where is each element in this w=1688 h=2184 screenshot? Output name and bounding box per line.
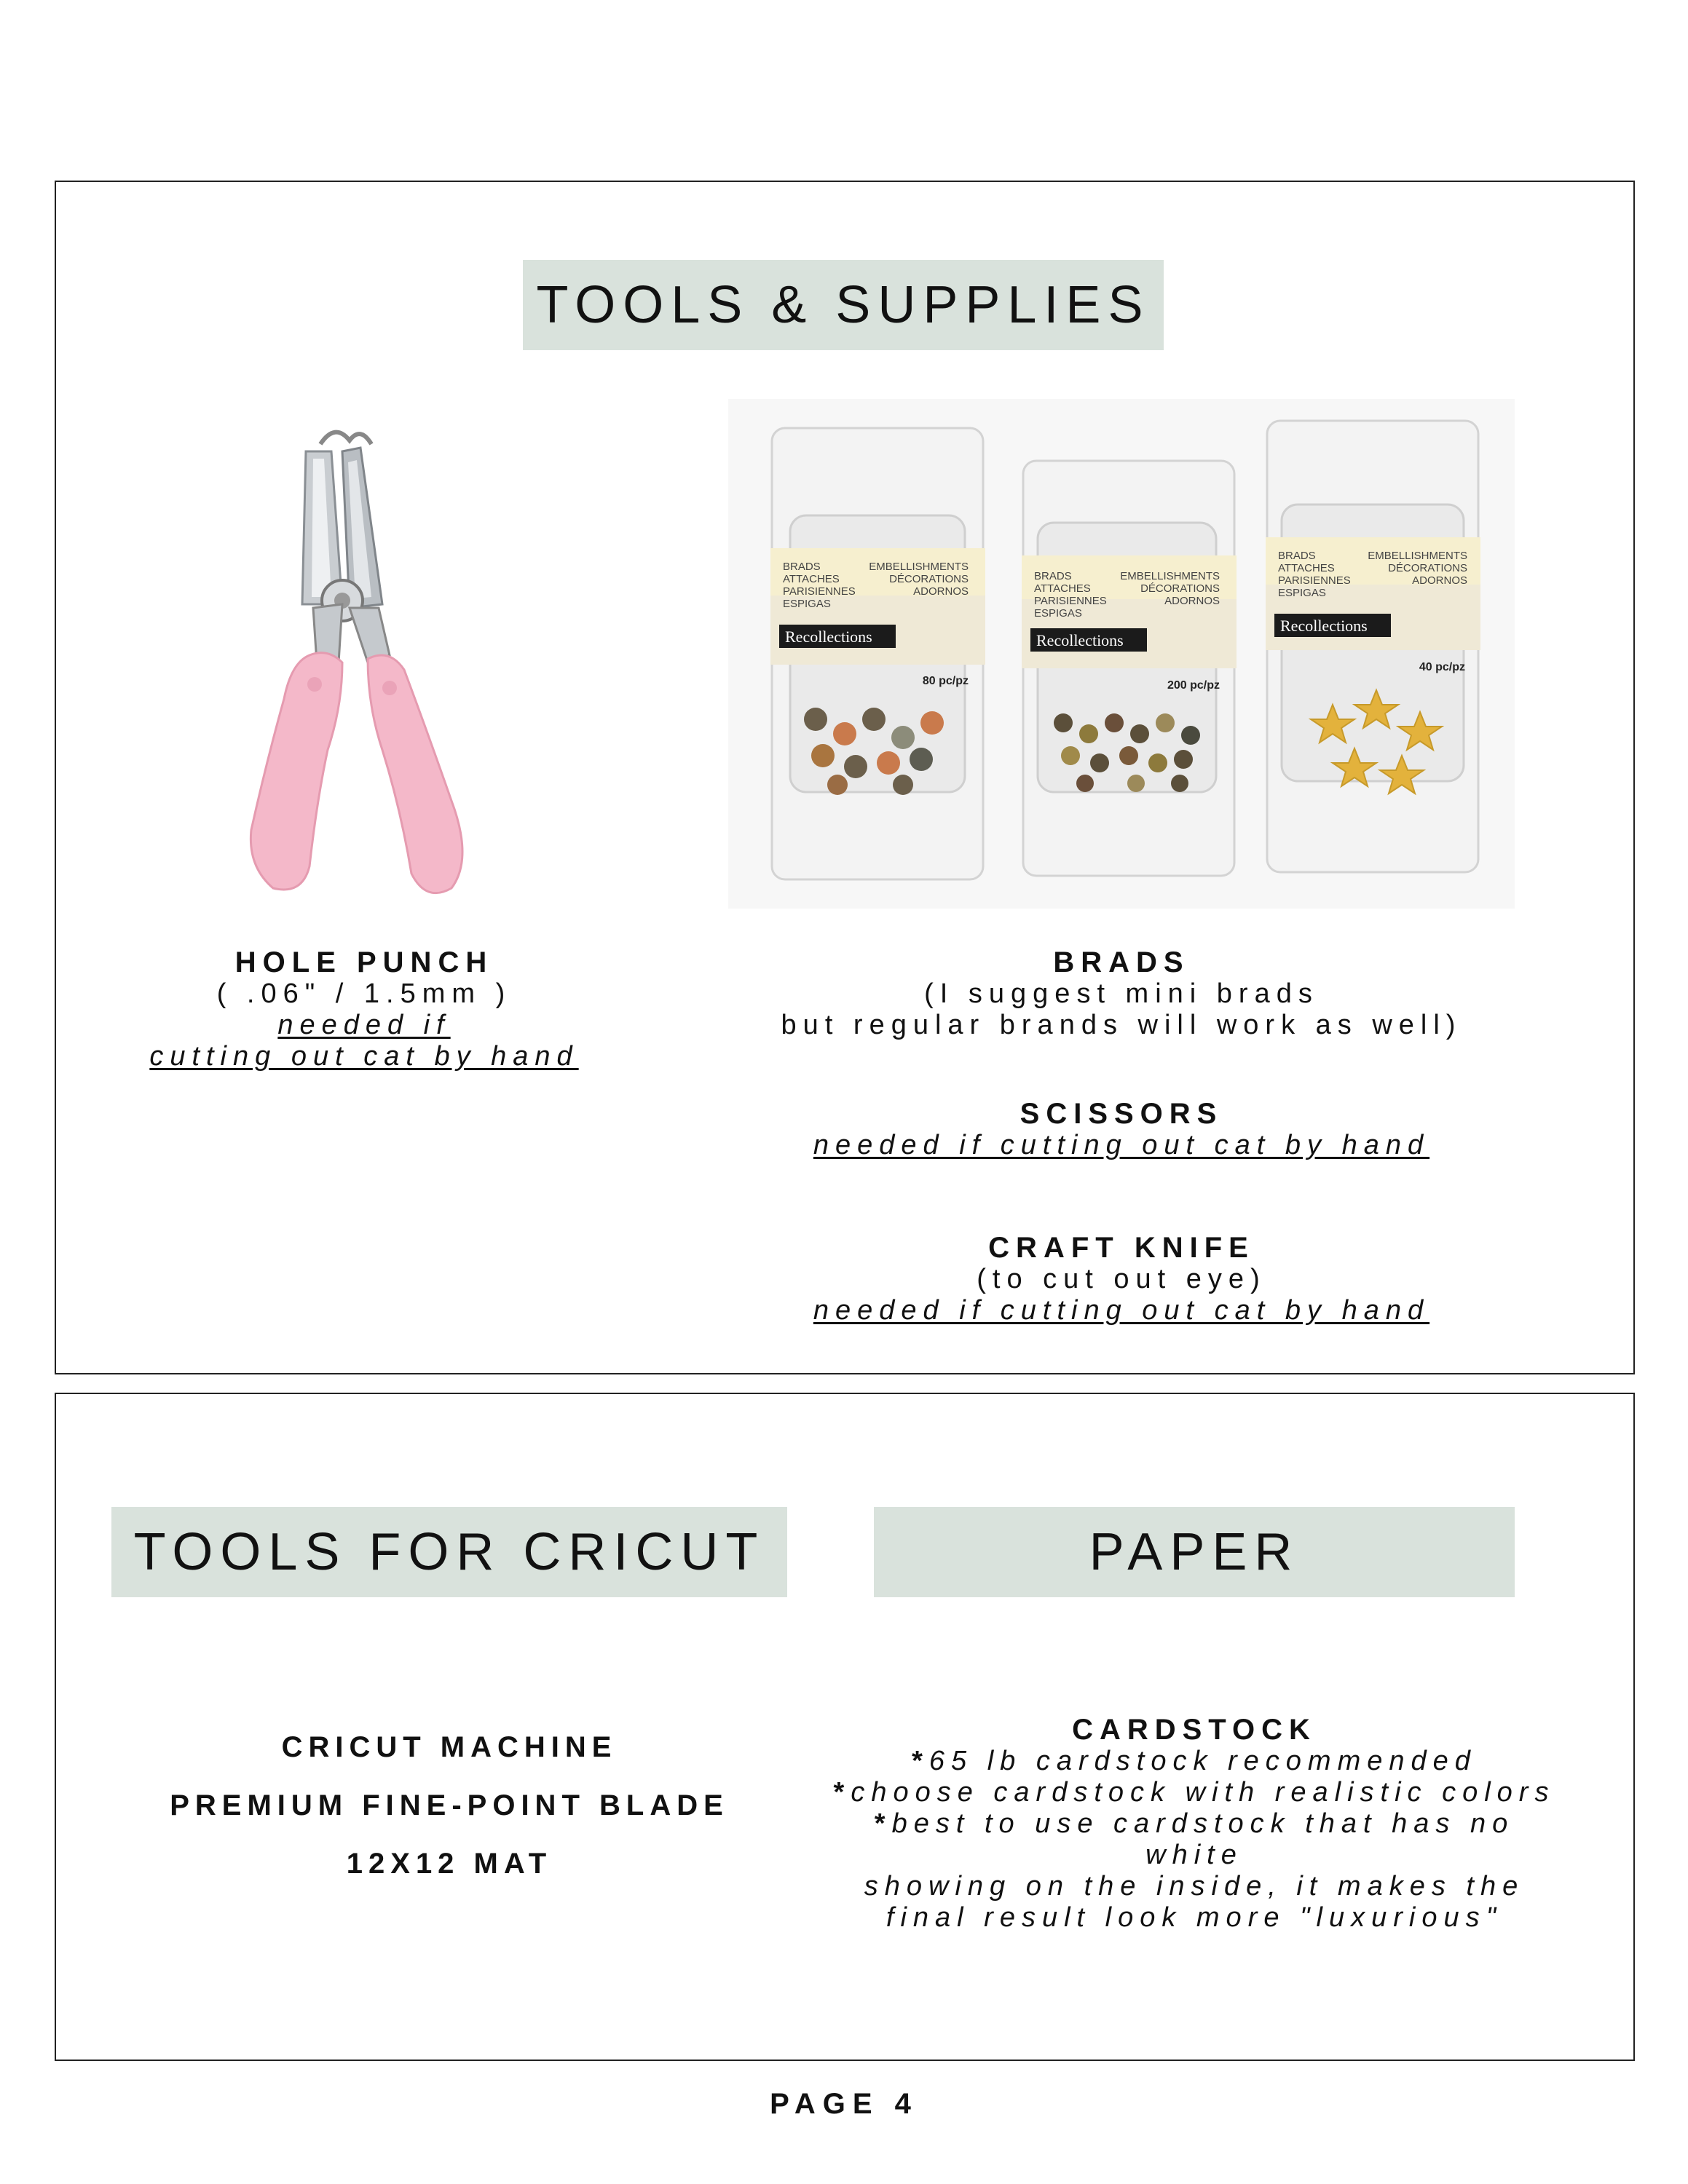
svg-text:PARISIENNES: PARISIENNES bbox=[1278, 574, 1351, 587]
svg-text:BRADS: BRADS bbox=[1034, 570, 1072, 582]
svg-text:BRADS: BRADS bbox=[783, 561, 821, 573]
paper-title: PAPER bbox=[874, 1507, 1515, 1597]
cardstock-note-2: *choose cardstock with realistic colors bbox=[833, 1777, 1555, 1808]
brad-package-2 bbox=[1022, 461, 1237, 876]
cardstock-note-1: *65 lb cardstock recommended bbox=[912, 1746, 1477, 1776]
svg-text:EMBELLISHMENTS: EMBELLISHMENTS bbox=[1368, 550, 1467, 562]
hole-punch-title: HOLE PUNCH bbox=[234, 946, 494, 978]
svg-text:DÉCORATIONS: DÉCORATIONS bbox=[1388, 562, 1467, 574]
svg-text:ADORNOS: ADORNOS bbox=[1164, 595, 1220, 607]
brad-package-1 bbox=[770, 428, 985, 879]
svg-text:Recollections: Recollections bbox=[1036, 631, 1124, 649]
brad-package-3 bbox=[1266, 421, 1480, 872]
cardstock-note-3: *best to use cardstock that has no white bbox=[874, 1808, 1515, 1870]
scissors-title: SCISSORS bbox=[1019, 1098, 1223, 1130]
cardstock-title: CARDSTOCK bbox=[1072, 1714, 1317, 1746]
svg-text:Recollections: Recollections bbox=[785, 628, 872, 646]
svg-text:ATTACHES: ATTACHES bbox=[1034, 582, 1091, 595]
svg-text:80 pc/pz: 80 pc/pz bbox=[922, 675, 969, 687]
svg-text:BRADS: BRADS bbox=[1278, 550, 1316, 562]
craft-knife-detail: (to cut out eye) bbox=[977, 1264, 1266, 1294]
cricut-item-3: 12X12 MAT bbox=[346, 1848, 553, 1880]
cricut-item-2: PREMIUM FINE-POINT BLADE bbox=[170, 1789, 729, 1821]
brads-title: BRADS bbox=[1053, 946, 1190, 978]
hole-punch-note-2: cutting out cat by hand bbox=[149, 1041, 579, 1072]
scissors-block bbox=[710, 1098, 1533, 1161]
brads-image bbox=[728, 399, 1515, 909]
svg-text:ESPIGAS: ESPIGAS bbox=[1278, 587, 1326, 599]
hole-punch-block bbox=[55, 946, 674, 1072]
hole-punch-image bbox=[233, 422, 495, 903]
svg-text:DÉCORATIONS: DÉCORATIONS bbox=[1140, 582, 1220, 595]
hole-punch-note-1: needed if bbox=[277, 1010, 451, 1040]
svg-text:ADORNOS: ADORNOS bbox=[1412, 574, 1467, 587]
brads-line-1: (I suggest mini brads bbox=[924, 978, 1319, 1009]
craft-knife-note: needed if cutting out cat by hand bbox=[813, 1295, 1430, 1326]
svg-text:PARISIENNES: PARISIENNES bbox=[783, 585, 856, 598]
svg-text:ADORNOS: ADORNOS bbox=[913, 585, 969, 598]
svg-text:200 pc/pz: 200 pc/pz bbox=[1167, 679, 1220, 692]
svg-text:EMBELLISHMENTS: EMBELLISHMENTS bbox=[1120, 570, 1220, 582]
cardstock-block bbox=[823, 1714, 1566, 1934]
svg-text:40 pc/pz: 40 pc/pz bbox=[1419, 661, 1465, 673]
craft-knife-title: CRAFT KNIFE bbox=[988, 1232, 1255, 1264]
page-number: PAGE 4 bbox=[770, 2088, 918, 2120]
cardstock-note-3-cont-2: final result look more "luxurious" bbox=[886, 1902, 1503, 1933]
svg-text:Recollections: Recollections bbox=[1280, 617, 1368, 635]
craft-knife-block bbox=[710, 1232, 1533, 1326]
cardstock-note-3-cont-1: showing on the inside, it makes the bbox=[864, 1871, 1525, 1902]
svg-text:ATTACHES: ATTACHES bbox=[783, 573, 840, 585]
svg-text:ESPIGAS: ESPIGAS bbox=[1034, 607, 1082, 620]
svg-text:ATTACHES: ATTACHES bbox=[1278, 562, 1335, 574]
brads-line-2: but regular brands will work as well) bbox=[781, 1010, 1462, 1040]
brads-block bbox=[710, 946, 1533, 1041]
svg-text:DÉCORATIONS: DÉCORATIONS bbox=[889, 573, 969, 585]
svg-text:PARISIENNES: PARISIENNES bbox=[1034, 595, 1107, 607]
scissors-note: needed if cutting out cat by hand bbox=[813, 1130, 1430, 1160]
cricut-item-1: CRICUT MACHINE bbox=[281, 1731, 618, 1763]
svg-text:ESPIGAS: ESPIGAS bbox=[783, 598, 831, 610]
hole-punch-size: ( .06" / 1.5mm ) bbox=[216, 978, 512, 1009]
svg-text:EMBELLISHMENTS: EMBELLISHMENTS bbox=[869, 561, 969, 573]
tools-supplies-title: TOOLS & SUPPLIES bbox=[523, 260, 1164, 350]
cricut-title: TOOLS FOR CRICUT bbox=[111, 1507, 787, 1597]
